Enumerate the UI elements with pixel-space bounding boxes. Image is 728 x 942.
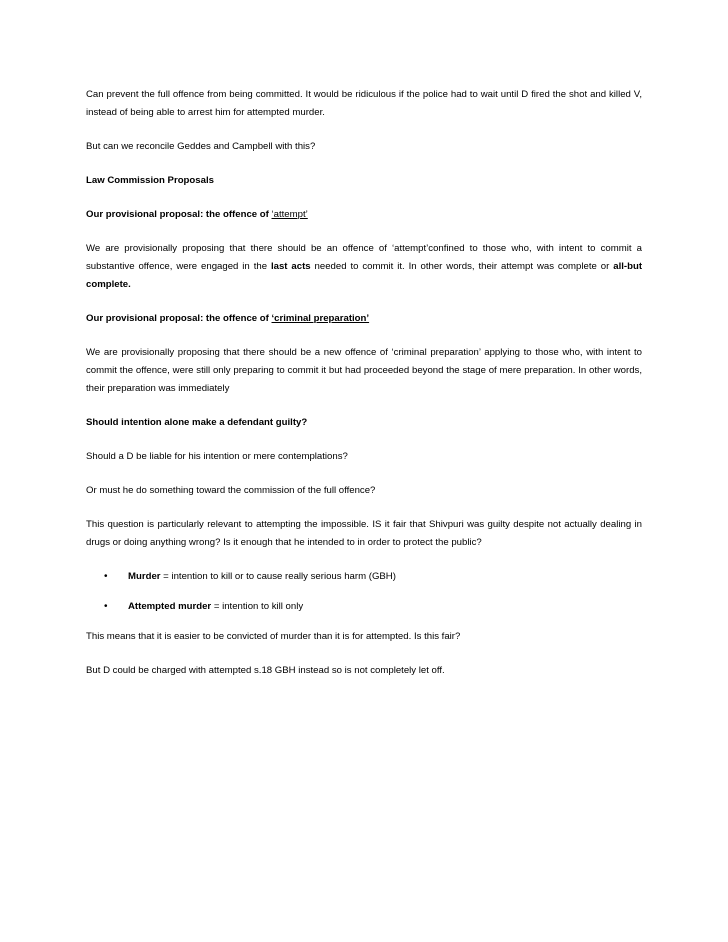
- paragraph-preparation-proposal: We are provisionally proposing that there should be a new offence of ‘criminal preparation’ applying to those who, with intent to commit the offence, were still only preparing to commit it but had proceeded beyond the stage of mere preparation. In other words, their preparation was immediately: [86, 347, 642, 394]
- paragraph-geddes-campbell: But can we reconcile Geddes and Campbell with this?: [86, 141, 316, 152]
- bullet-icon: •: [104, 601, 108, 612]
- heading-law-commission: Law Commission Proposals: [86, 175, 214, 186]
- paragraph-liable-intention: Should a D be liable for his intention or mere contemplations?: [86, 451, 348, 462]
- attempt-all-but-complete: all-but complete.: [86, 261, 643, 290]
- bullet-term: Murder: [128, 571, 161, 582]
- heading-attempt-proposal: [86, 206, 642, 224]
- bullet-definition: = intention to kill or to cause really serious harm (GBH): [160, 571, 396, 582]
- heading-prep-term: ‘criminal preparation’: [271, 313, 370, 324]
- heading-preparation-proposal: [86, 310, 642, 328]
- paragraph-full-offence: Or must he do something toward the commission of the full offence?: [86, 485, 376, 496]
- list-item-murder: [86, 568, 642, 586]
- heading-prep-prefix: Our provisional proposal: the offence of: [86, 313, 272, 324]
- bullet-icon: •: [104, 571, 108, 582]
- paragraph-attempt-proposal: [86, 240, 642, 294]
- attempt-text-c: needed to commit it. In other words, their attempt was complete or: [310, 261, 614, 272]
- bullet-term: Attempted murder: [128, 601, 212, 612]
- bullet-definition: = intention to kill only: [211, 601, 304, 612]
- paragraph-fairness: This means that it is easier to be convicted of murder than it is for attempted. Is this fair?: [86, 631, 461, 642]
- paragraph-prevent-offence: Can prevent the full offence from being committed. It would be ridiculous if the police had to wait until D fired the shot and killed V, instead of being able to arrest him for attempted murder.: [86, 89, 642, 118]
- heading-attempt-term: ‘attempt’: [271, 209, 308, 220]
- list-item-attempted-murder: [86, 598, 642, 616]
- mens-rea-list: [86, 568, 642, 616]
- heading-attempt-prefix: Our provisional proposal: the offence of: [86, 209, 272, 220]
- paragraph-gbh-alternative: But D could be charged with attempted s.18 GBH instead so is not completely let off.: [86, 665, 445, 676]
- heading-intention: Should intention alone make a defendant guilty?: [86, 417, 308, 428]
- attempt-text-a: We are provisionally proposing that there should be an offence of ‘attempt’confined to those who, with intent to commit a substantive offence, were engaged in the: [86, 243, 642, 272]
- paragraph-impossible: This question is particularly relevant to attempting the impossible. IS it fair that Shivpuri was guilty despite not actually dealing in drugs or doing anything wrong? Is it enough that he intended to in order to protect the public?: [86, 519, 642, 548]
- attempt-last-acts: last acts: [270, 261, 311, 272]
